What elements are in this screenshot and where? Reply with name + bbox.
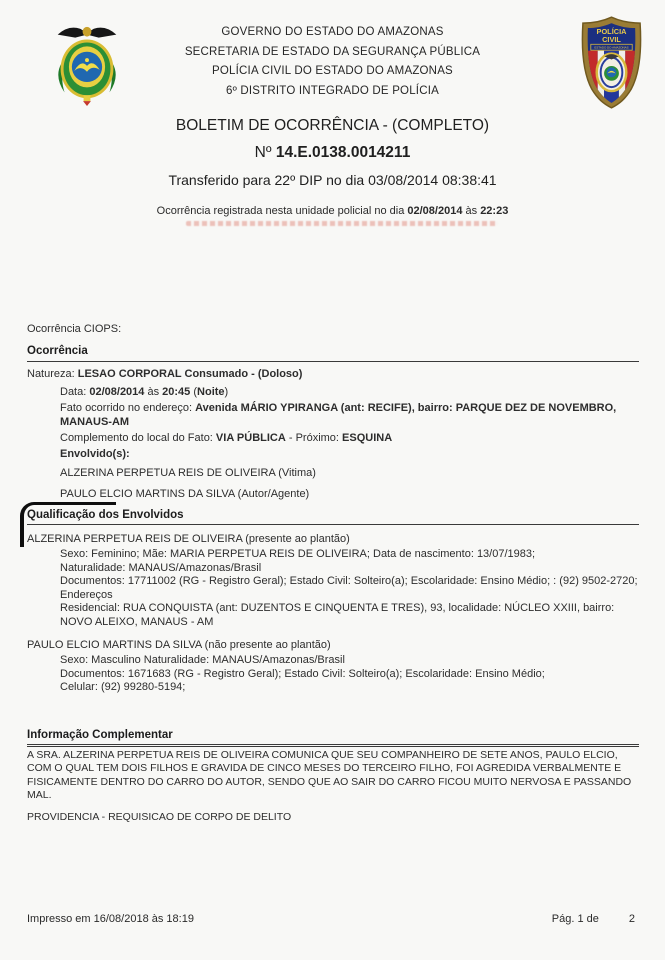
informacao-complementar-text: A SRA. ALZERINA PERPETUA REIS DE OLIVEIRA COMUNICA QUE SEU COMPANHEIRO DE SETE ANOS, PAULO ELCIO, COM O QUAL TEM DOIS FILHOS E GRAVIDA DE CINCO MESES DO TERCEIRO FILHO, FOI AGREDIDA VERBALMENTE E FISICAMENTE DENTRO DO CARRO DO AUTOR, SENDO QUE AO SAIR DO CARRO FICOU MUITO NERVOSA E PASSANDO MAL. xyxy=(27,746,639,803)
ciops-label: Ocorrência CIOPS: xyxy=(27,323,122,335)
scan-artifact-bracket xyxy=(20,502,116,547)
detail-line: Sexo: Masculino Naturalidade: MANAUS/Amazonas/Brasil xyxy=(60,654,345,666)
title-block xyxy=(0,117,665,217)
section-heading-ocorrencia: Ocorrência xyxy=(27,345,639,362)
shield-policia-text: POLÍCIA xyxy=(596,26,627,36)
policia-civil-shield-icon xyxy=(578,15,645,110)
data-line: Data: 02/08/2014 às 20:45 (Noite) xyxy=(60,386,229,398)
person-details xyxy=(60,654,639,695)
org-line-governo: GOVERNO DO ESTADO DO AMAZONAS xyxy=(221,26,444,38)
report-number-prefix: Nº xyxy=(254,144,276,161)
detail-line: Sexo: Feminino; Mãe: MARIA PERPETUA REIS DE OLIVEIRA; Data de nascimento: 13/07/1983; xyxy=(60,548,536,560)
complemento-line: Complemento do local do Fato: VIA PÚBLICA - Próximo: ESQUINA xyxy=(60,432,393,444)
person-block-paulo xyxy=(27,638,639,695)
org-line-policia-civil: POLÍCIA CIVIL DO ESTADO DO AMAZONAS xyxy=(212,65,453,77)
page-total: 2 xyxy=(628,913,635,925)
amazonas-coat-of-arms-icon xyxy=(54,20,120,106)
report-body xyxy=(27,322,639,824)
natureza-line: Natureza: LESAO CORPORAL Consumado - (Doloso) xyxy=(27,368,303,380)
report-title: BOLETIM DE OCORRÊNCIA - (COMPLETO) xyxy=(175,117,490,134)
report-number xyxy=(0,144,665,162)
org-line-secretaria: SECRETARIA DE ESTADO DA SEGURANÇA PÚBLICA xyxy=(184,45,481,58)
amazonas-coat-of-arms-logo xyxy=(54,20,120,111)
registered-line: Ocorrência registrada nesta unidade policial no dia 02/08/2014 às 22:23 xyxy=(156,205,509,217)
shield-banner-text: ESTADO DO AMAZONAS xyxy=(594,45,629,50)
detail-line: Naturalidade: MANAUS/Amazonas/Brasil xyxy=(60,561,262,574)
fato-line: Fato ocorrido no endereço: Avenida MÁRIO YPIRANGA (ant: RECIFE), bairro: PARQUE DEZ DE NOVEMBRO, MANAUS-AM xyxy=(60,402,617,428)
providencia-line: PROVIDENCIA - REQUISICAO DE CORPO DE DELITO xyxy=(27,810,292,823)
detail-line: Documentos: 1671683 (RG - Registro Geral); Estado Civil: Solteiro(a); Escolaridade: Ensino Médio; xyxy=(60,667,545,680)
envolvido-vitima: ALZERINA PERPETUA REIS DE OLIVEIRA (Vitima) xyxy=(60,467,316,479)
envolvido-autor: PAULO ELCIO MARTINS DA SILVA (Autor/Agente) xyxy=(60,488,310,500)
detail-line: Celular: (92) 99280-5194; xyxy=(60,681,186,693)
ocorrencia-details xyxy=(60,385,639,501)
page-indicator xyxy=(552,913,635,925)
person-name: PAULO ELCIO MARTINS DA SILVA (não presente ao plantão) xyxy=(27,639,331,651)
detail-line: Residencial: RUA CONQUISTA (ant: DUZENTOS E CINQUENTA E TRES), 93, localidade: NÚCLEO XXIII, bairro: NOVO ALEIXO, MANAUS - AM xyxy=(60,602,615,628)
org-line-distrito: 6º DISTRITO INTEGRADO DE POLÍCIA xyxy=(226,84,439,97)
policia-civil-shield-logo xyxy=(578,15,645,115)
person-details xyxy=(60,548,639,629)
detail-line: Endereços xyxy=(60,588,113,601)
detail-line: Documentos: 17711002 (RG - Registro Geral); Estado Civil: Solteiro(a); Escolaridade: Ensino Médio; : (92) 9502-2720; xyxy=(60,575,638,587)
printed-timestamp: Impresso em 16/08/2018 às 18:19 xyxy=(27,913,194,925)
faded-red-stamp xyxy=(186,221,498,226)
envolvidos-label: Envolvido(s): xyxy=(60,448,130,460)
person-block-alzerina xyxy=(27,532,639,629)
shield-civil-text: CIVIL xyxy=(602,34,621,44)
person-name: ALZERINA PERPETUA REIS DE OLIVEIRA (presente ao plantão) xyxy=(27,533,350,545)
org-header xyxy=(125,23,540,101)
section-heading-qualificacao: Qualificação dos Envolvidos xyxy=(27,509,639,525)
report-number-value: 14.E.0138.0014211 xyxy=(275,144,411,161)
transfer-line: Transferido para 22º DIP no dia 03/08/2014 08:38:41 xyxy=(168,172,497,188)
section-heading-informacao-complementar: Informação Complementar xyxy=(27,729,639,745)
page-label: Pág. 1 de xyxy=(551,913,599,925)
